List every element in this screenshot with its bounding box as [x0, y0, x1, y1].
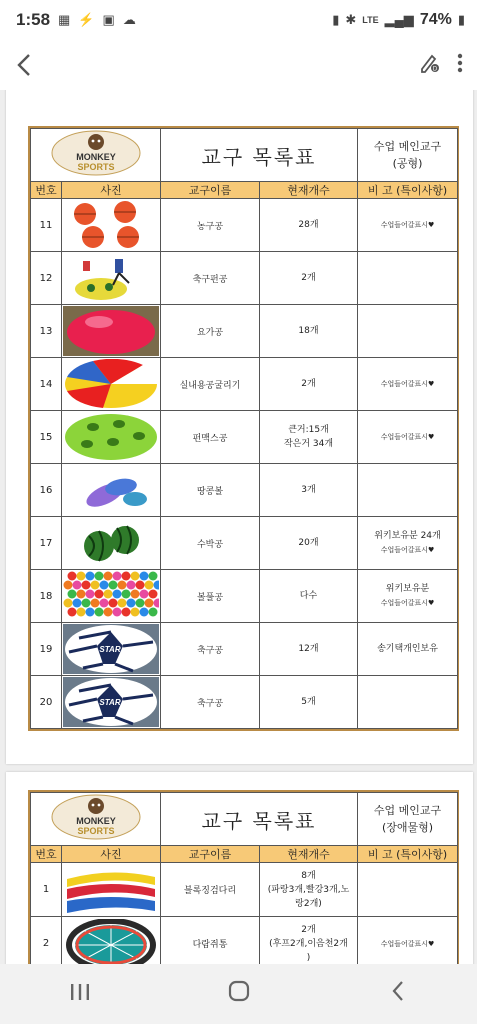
item-note-line: 수업들어갈표시♥ [380, 939, 435, 948]
bluetooth-icon: ✱ [345, 12, 357, 27]
item-count [260, 252, 358, 305]
item-count-line: 2개 [301, 924, 316, 935]
item-photo [62, 464, 161, 517]
item-number: 18 [31, 570, 62, 623]
flash-icon: ⚡ [78, 12, 95, 27]
document-page-2 [6, 772, 473, 964]
table-header [31, 846, 458, 863]
monkey-sports-logo [31, 129, 161, 182]
item-note [358, 863, 458, 917]
item-number: 17 [31, 517, 62, 570]
item-count-line: 2개 [301, 379, 316, 389]
document-viewer[interactable] [0, 90, 477, 964]
logo-text-bottom: SPORTS [76, 826, 115, 836]
item-note [358, 464, 458, 517]
item-count-line: 8개 [301, 870, 316, 881]
item-photo [62, 676, 161, 729]
logo-text-bottom: SPORTS [76, 162, 115, 172]
item-note [358, 676, 458, 729]
table-row [31, 570, 458, 623]
item-name: 실내용공굴리기 [161, 358, 260, 411]
calendar-icon: ▦ [58, 12, 71, 27]
sheet-title: 교구 목록표 [161, 793, 358, 846]
item-count-line: 28개 [298, 220, 319, 230]
cloud-icon: ☁ [122, 12, 136, 27]
battery-icon: ▮ [457, 12, 465, 27]
item-photo [62, 917, 161, 965]
table-row [31, 411, 458, 464]
item-count-line: 5개 [301, 697, 316, 707]
header-count: 현재개수 [260, 846, 358, 863]
item-note [358, 623, 458, 676]
item-name: 축구공 [161, 676, 260, 729]
signal-icon: ▂▄▆ [384, 12, 414, 27]
item-note [358, 358, 458, 411]
inventory-table [30, 792, 458, 964]
item-name: 펀맥스공 [161, 411, 260, 464]
sheet-category: 수업 메인교구 (공형) [358, 129, 458, 182]
item-note-line: 송기택개인보유 [377, 644, 438, 654]
item-count-line: 3개 [301, 485, 316, 495]
item-note-line: 수업들어갈표시♥ [380, 599, 435, 607]
header-no: 번호 [31, 846, 62, 863]
item-name: 다람쥐통 [161, 917, 260, 965]
item-name: 수박공 [161, 517, 260, 570]
item-count [260, 464, 358, 517]
item-count-line: 18개 [298, 326, 319, 336]
item-number: 15 [31, 411, 62, 464]
item-count [260, 863, 358, 917]
logo-text-top: MONKEY [75, 816, 116, 826]
network-type: LTE [362, 15, 379, 25]
inventory-table [30, 128, 458, 729]
back-icon[interactable] [368, 980, 428, 1008]
item-count [260, 411, 358, 464]
item-number: 16 [31, 464, 62, 517]
item-name: 축구펀공 [161, 252, 260, 305]
item-number: 13 [31, 305, 62, 358]
system-nav-bar [0, 964, 477, 1024]
item-note-line: 위키보유분 24개 [374, 531, 441, 541]
item-count-line: 작은거 34개 [283, 439, 334, 449]
item-name: 축구공 [161, 623, 260, 676]
svg-text:STAR: STAR [99, 698, 121, 707]
item-photo [62, 570, 161, 623]
table-row [31, 676, 458, 729]
table-row [31, 863, 458, 917]
item-note-line: 위키보유분 [385, 584, 430, 594]
header-note: 비 고 (특이사항) [358, 182, 458, 199]
item-count-line: 랑2개) [295, 898, 322, 909]
recent-apps-icon[interactable] [50, 980, 110, 1008]
inventory-sheet-1 [28, 126, 459, 731]
item-note [358, 305, 458, 358]
table-row [31, 917, 458, 965]
item-note [358, 917, 458, 965]
table-row [31, 305, 458, 358]
item-note [358, 411, 458, 464]
battery-saver-icon: ▮ [332, 12, 340, 27]
item-photo [62, 517, 161, 570]
svg-text:STAR: STAR [99, 645, 121, 654]
item-count [260, 676, 358, 729]
header-photo: 사진 [62, 182, 161, 199]
item-photo [62, 305, 161, 358]
item-number: 2 [31, 917, 62, 965]
item-photo [62, 252, 161, 305]
item-count-line: ) [306, 952, 311, 963]
header-note: 비 고 (특이사항) [358, 846, 458, 863]
table-header [31, 182, 458, 199]
item-count-line: (파랑3개,빨강3개,노 [267, 884, 350, 895]
status-time: 1:58 [16, 10, 51, 29]
item-count [260, 623, 358, 676]
sheet-category: 수업 메인교구 (장애물형) [358, 793, 458, 846]
item-photo [62, 411, 161, 464]
item-note [358, 517, 458, 570]
table-row [31, 464, 458, 517]
item-count [260, 305, 358, 358]
item-note-line: 수업들어갈표시♥ [380, 221, 435, 229]
item-photo [62, 863, 161, 917]
header-count: 현재개수 [260, 182, 358, 199]
more-vert-icon[interactable] [457, 52, 463, 79]
item-number: 14 [31, 358, 62, 411]
item-name: 블록징검다리 [161, 863, 260, 917]
home-icon[interactable] [209, 980, 269, 1008]
item-photo [62, 199, 161, 252]
header-no: 번호 [31, 182, 62, 199]
table-row [31, 252, 458, 305]
header-name: 교구이름 [161, 846, 260, 863]
item-number: 12 [31, 252, 62, 305]
logo-text-top: MONKEY [75, 152, 116, 162]
back-arrow-icon[interactable] [0, 41, 48, 89]
item-number: 19 [31, 623, 62, 676]
svg-text:D: D [432, 66, 438, 72]
item-count [260, 358, 358, 411]
item-photo [62, 358, 161, 411]
sheet-title: 교구 목록표 [161, 129, 358, 182]
item-count [260, 570, 358, 623]
table-row [31, 517, 458, 570]
header-photo: 사진 [62, 846, 161, 863]
item-name: 농구공 [161, 199, 260, 252]
edit-pen-icon[interactable] [419, 52, 441, 79]
item-name: 볼풀공 [161, 570, 260, 623]
item-count [260, 917, 358, 965]
battery-percent: 74% [419, 11, 452, 28]
table-row [31, 623, 458, 676]
status-bar [0, 0, 477, 40]
document-page-1 [6, 90, 473, 764]
item-photo [62, 623, 161, 676]
item-name: 땅콩볼 [161, 464, 260, 517]
app-toolbar [0, 40, 477, 91]
item-count-line: 12개 [298, 644, 319, 654]
item-note-line: 수업들어갈표시♥ [380, 546, 435, 554]
item-count [260, 517, 358, 570]
item-count-line: (후프2개,이음천2개 [269, 938, 348, 949]
inventory-sheet-2 [28, 790, 459, 964]
item-number: 1 [31, 863, 62, 917]
table-row [31, 199, 458, 252]
item-note [358, 252, 458, 305]
header-name: 교구이름 [161, 182, 260, 199]
item-number: 20 [31, 676, 62, 729]
table-row [31, 358, 458, 411]
item-count-line: 20개 [298, 538, 319, 548]
monkey-sports-logo [31, 793, 161, 846]
item-count [260, 199, 358, 252]
item-note-line: 수업들어갈표시♥ [380, 433, 435, 441]
gallery-icon: ▣ [102, 12, 115, 27]
item-count-line: 다수 [299, 591, 318, 601]
item-note [358, 570, 458, 623]
item-note-line: 수업들어갈표시♥ [380, 380, 435, 388]
item-count-line: 2개 [301, 273, 316, 283]
item-number: 11 [31, 199, 62, 252]
item-name: 요가공 [161, 305, 260, 358]
item-count-line: 큰거:15개 [288, 425, 329, 435]
item-note [358, 199, 458, 252]
